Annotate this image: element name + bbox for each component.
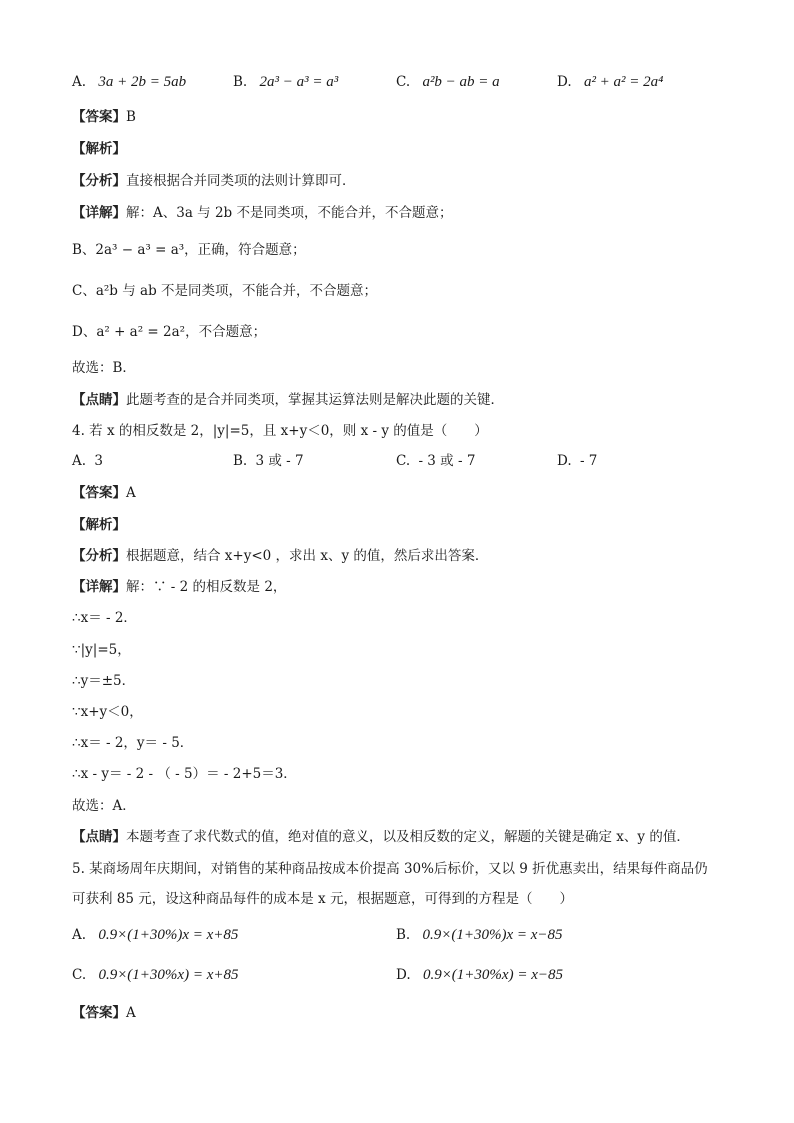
- option-expr: 0.9×(1+30%)x = x−85: [422, 927, 563, 943]
- q5-answer: [72, 1004, 136, 1022]
- q5-question-line1: 5. 某商场周年庆期间，对销售的某种商品按成本价提高 30%后标价，又以 9 折优惠卖出，结果每件商品仍: [72, 861, 708, 877]
- option-text: - 3 或 - 7: [418, 453, 476, 469]
- q3-xiangjie: [72, 204, 453, 222]
- option-expr: 0.9×(1+30%)x = x+85: [98, 927, 239, 943]
- dianjing-text: 本题考查了求代数式的值，绝对值的意义，以及相反数的定义，解题的关键是确定 x、y 的值．: [126, 829, 690, 845]
- option-label: A.: [72, 74, 87, 90]
- option-expr: a²b − ab = a: [422, 74, 500, 90]
- option-label: B.: [233, 74, 248, 90]
- q5-option-d: [396, 966, 563, 984]
- option-label: B.: [233, 453, 248, 469]
- xiangjie-text: 解：∵ - 2 的相反数是 2，: [126, 579, 287, 595]
- q5-option-c: [72, 966, 238, 984]
- q4-step-4: ∵x+y＜0，: [72, 704, 143, 720]
- q4-step-6: ∴x - y＝ - 2 - （ - 5）＝ - 2+5＝3．: [72, 766, 297, 782]
- dianjing-text: 此题考查的是合并同类项，掌握其运算法则是解决此题的关键．: [126, 392, 504, 408]
- q4-choice: 故选：A．: [72, 798, 136, 814]
- option-expr: 0.9×(1+30%x) = x+85: [98, 967, 239, 983]
- q4-answer: [72, 484, 136, 502]
- q3-option-c: [396, 73, 500, 91]
- fenxi-text: 直接根据合并同类项的法则计算即可．: [126, 173, 356, 189]
- xiangjie-tag: 【详解】: [72, 205, 126, 221]
- q3-option-b: [233, 73, 338, 91]
- q4-question: 4. 若 x 的相反数是 2，|y|=5，且 x+y＜0，则 x - y 的值是（ ）: [72, 423, 488, 439]
- q3-dianjing: [72, 391, 504, 409]
- q4-option-a: [72, 452, 103, 470]
- option-expr: 3a + 2b = 5ab: [98, 74, 187, 90]
- q3-fenxi: [72, 172, 356, 190]
- answer-tag: 【答案】: [72, 485, 126, 501]
- q3-option-d: [557, 73, 663, 91]
- q3-option-a: [72, 73, 186, 91]
- q5-option-b: [396, 926, 563, 944]
- fenxi-text: 根据题意，结合 x+y<0 ，求出 x、y 的值，然后求出答案．: [126, 548, 489, 564]
- option-label: A.: [72, 927, 87, 943]
- fenxi-tag: 【分析】: [72, 548, 126, 564]
- q3-step-b: B、2a³ − a³ = a³，正确，符合题意；: [72, 242, 306, 258]
- option-label: A.: [72, 453, 87, 469]
- option-label: D.: [557, 453, 572, 469]
- option-expr: 0.9×(1+30%x) = x−85: [422, 967, 563, 983]
- option-text: 3: [94, 453, 103, 469]
- q4-fenxi: [72, 547, 488, 565]
- dianjing-tag: 【点睛】: [72, 392, 126, 408]
- q4-dianjing: [72, 828, 690, 846]
- xiangjie-text: 解：A、3a 与 2b 不是同类项，不能合并，不合题意；: [126, 205, 453, 221]
- option-expr: a² + a² = 2a⁴: [583, 74, 664, 90]
- q3-choice: 故选：B．: [72, 360, 136, 376]
- xiangjie-tag: 【详解】: [72, 579, 126, 595]
- answer-value: A: [126, 485, 136, 501]
- q3-step-c: C、a²b 与 ab 不是同类项，不能合并，不合题意；: [72, 283, 377, 299]
- analysis-tag: 【解析】: [72, 141, 126, 157]
- option-expr: 2a³ − a³ = a³: [259, 74, 339, 90]
- q4-step-2: ∵|y|=5，: [72, 642, 131, 658]
- answer-tag: 【答案】: [72, 1005, 126, 1021]
- option-label: B.: [396, 927, 411, 943]
- q3-step-d: D、a² + a² = 2a²，不合题意；: [72, 324, 267, 340]
- q4-xiangjie: [72, 578, 286, 596]
- q5-question-line2: 可获利 85 元，设这种商品每件的成本是 x 元，根据题意，可得到的方程是（ ）: [72, 891, 573, 907]
- q4-step-1: ∴x＝ - 2．: [72, 610, 137, 626]
- q3-answer: [72, 108, 136, 126]
- dianjing-tag: 【点睛】: [72, 829, 126, 845]
- option-label: C.: [396, 74, 411, 90]
- q4-step-3: ∴y＝±5．: [72, 673, 136, 689]
- answer-value: B: [126, 109, 136, 125]
- q4-option-b: [233, 452, 304, 470]
- option-label: C.: [72, 967, 87, 983]
- option-text: 3 或 - 7: [255, 453, 304, 469]
- q4-option-d: [557, 452, 597, 470]
- answer-value: A: [126, 1005, 136, 1021]
- q5-option-a: [72, 926, 238, 944]
- analysis-tag: 【解析】: [72, 517, 126, 533]
- option-label: C.: [396, 453, 411, 469]
- q3-analysis-heading: [72, 140, 126, 158]
- option-text: - 7: [579, 453, 598, 469]
- option-label: D.: [396, 967, 411, 983]
- fenxi-tag: 【分析】: [72, 173, 126, 189]
- answer-tag: 【答案】: [72, 109, 126, 125]
- option-label: D.: [557, 74, 572, 90]
- q4-step-5: ∴x＝ - 2，y＝ - 5．: [72, 735, 194, 751]
- q4-analysis-heading: [72, 516, 126, 534]
- q4-option-c: [396, 452, 475, 470]
